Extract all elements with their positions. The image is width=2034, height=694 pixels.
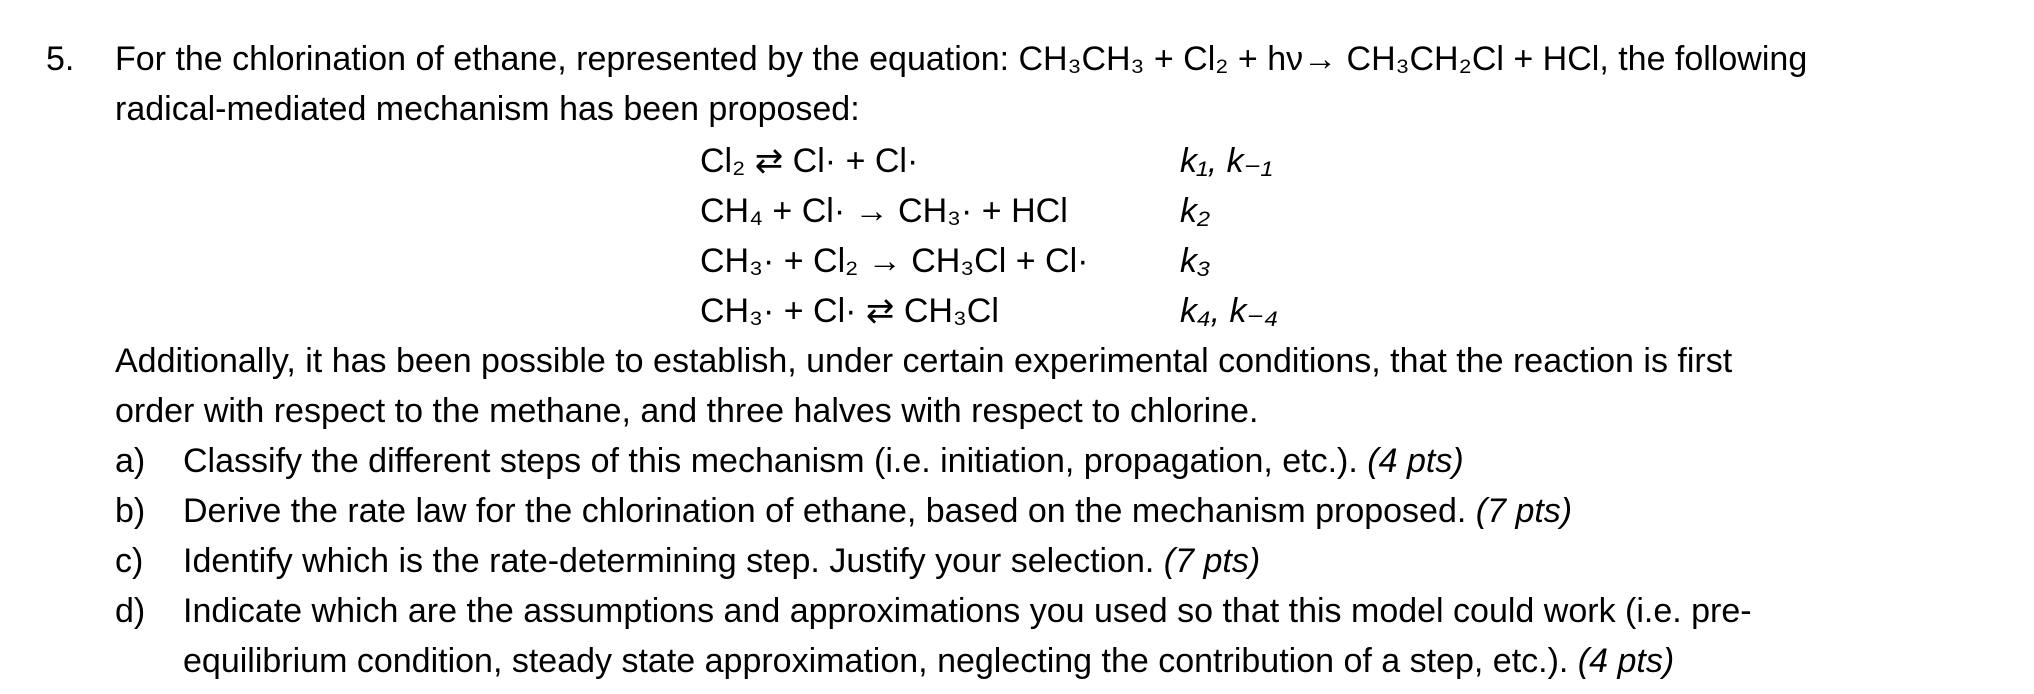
mechanism-step-4-reaction: CH₃· + Cl· ⇄ CH₃Cl [700,292,999,330]
subquestion-a-body: Classify the different steps of this mechanism (i.e. initiation, propagation, etc.). [183,442,1368,480]
subquestion-c-points: (7 pts) [1163,542,1261,580]
subquestion-c-text [183,536,1260,586]
subquestion-d-continuation [183,636,1674,686]
subquestion-a-text [183,436,1464,486]
mechanism-step-4-rate-constants: k₄, k₋₄ [1180,292,1279,330]
question-number: 5. [46,40,75,78]
mechanism-step-2-rate-constants: k₂ [1180,192,1210,230]
subquestion-d-continuation-body: equilibrium condition, steady state approximation, neglecting the contribution of a step, etc.). [183,642,1578,680]
mechanism-step-2-reaction: CH₄ + Cl· → CH₃· + HCl [700,192,1068,230]
subquestion-c-letter: c) [115,542,144,580]
subquestion-b-body: Derive the rate law for the chlorination of ethane, based on the mechanism proposed. [183,492,1476,530]
subquestion-d-body: Indicate which are the assumptions and approximations you used so that this model could work (i.e. pre- [183,592,1752,630]
subquestion-a-points: (4 pts) [1367,442,1464,480]
mechanism-step-1-rate-constants: k₁, k₋₁ [1180,142,1273,180]
mechanism-step-3-reaction: CH₃· + Cl₂ → CH₃Cl + Cl· [700,242,1089,280]
additional-info-line-2: order with respect to the methane, and three halves with respect to chlorine. [115,392,1259,430]
subquestion-b-text [183,486,1572,536]
mechanism-step-3-rate-constants: k₃ [1180,242,1211,280]
subquestion-b-letter: b) [115,492,146,530]
question-intro-line-1: For the chlorination of ethane, represented by the equation: CH₃CH₃ + Cl₂ + hν→ CH₃CH₂Cl + HCl, the following [115,40,1808,78]
subquestion-d-points: (4 pts) [1577,642,1675,680]
subquestion-b-points: (7 pts) [1475,492,1573,530]
question-intro-line-2: radical-mediated mechanism has been proposed: [115,90,860,128]
additional-info-line-1: Additionally, it has been possible to establish, under certain experimental conditions, that the reaction is first [115,342,1733,380]
subquestion-d-letter: d) [115,592,146,630]
subquestion-d-text [183,586,1752,636]
subquestion-c-body: Identify which is the rate-determining step. Justify your selection. [183,542,1164,580]
mechanism-step-1-reaction: Cl₂ ⇄ Cl· + Cl· [700,142,919,180]
subquestion-a-letter: a) [115,442,146,480]
